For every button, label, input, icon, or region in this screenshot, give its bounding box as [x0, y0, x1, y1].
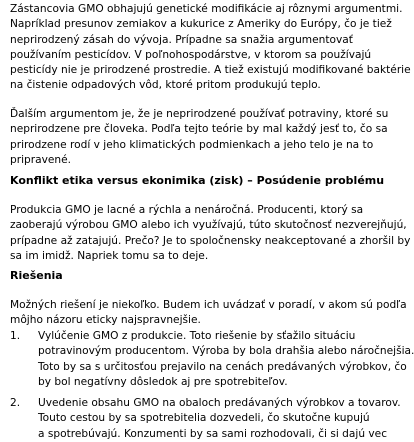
text-line: používaním pesticídov. V poľnohospodárstve, v ktorom sa používajú — [10, 48, 372, 61]
paragraph-gmo-arguments — [10, 2, 411, 94]
text-line: potravinovým producentom. Výroba by bola drahšia alebo náročnejšia. — [38, 345, 414, 358]
text-line: Možných riešení je niekoľko. Budem ich uvádzať v poradí, v akom sú podľa — [10, 299, 407, 311]
list-number: 1. — [10, 330, 21, 342]
text-line: sa im imidž. Napriek tomu sa to deje. — [10, 249, 209, 262]
list-item — [10, 329, 414, 390]
section-heading-conflict: Konflikt etika versus ekonimika (zisk) – Posúdenie problému — [10, 174, 385, 187]
text-line: prirodzene rodí v jeho klimatických podmienkach a jeho telo je na to — [10, 138, 374, 151]
text-line: prípadne až zatajujú. Prečo? Je to spoločnensky neakceptované a zhoršil by — [10, 234, 411, 247]
text-line: a spotrebúvajú. Konzumenti by sa sami rozhodovali, či si dajú vec — [38, 427, 388, 440]
text-line: pripravené. — [10, 153, 71, 166]
text-line: Produkcia GMO je lacné a rýchla a nenáročná. Producenti, ktorý sa — [10, 204, 364, 216]
text-line: Zástancovia GMO obhajujú genetické modifikácie aj rôznymi argumentmi. — [10, 3, 403, 15]
text-line: pesticídy nie je prirodzené prostredie. A tiež existujú modifikované baktérie — [10, 64, 411, 77]
text-line: Touto cestou by sa spotrebitelia dozvedeli, čo skutočne kupujú — [38, 412, 370, 425]
paragraph-solutions-intro — [10, 298, 407, 329]
section-heading-solutions: Riešenia — [10, 269, 63, 282]
text-line: by bol negatívny dôsledok aj pre spotrebiteľov. — [38, 375, 288, 388]
list-number: 2. — [10, 397, 21, 410]
solutions-list — [10, 329, 414, 442]
paragraph-gmo-production — [10, 203, 411, 264]
text-line: neprirodzene pre človeka. Podľa tejto teórie by mal každý jesť to, čo sa — [10, 123, 388, 136]
text-line: Vylúčenie GMO z produkcie. Toto riešenie by sťažilo situáciu — [38, 330, 356, 342]
list-item — [10, 396, 401, 442]
text-line: zaoberajú výrobou GMO alebo ich využívajú, túto skutočnosť nezverejňujú, — [10, 219, 407, 232]
text-line: Ďalším argumentom je, že je neprirodzené používať potraviny, ktoré su — [10, 108, 389, 120]
text-line: Toto by sa s určitosťou prejavilo na cenách predávaných výrobkov, čo — [38, 360, 407, 373]
text-line: neprirodzený zásah do vývoja. Prípadne sa snažia argumentovať — [10, 33, 353, 46]
text-line: Uvedenie obsahu GMO na obaloch predávaných výrobkov a tovarov. — [38, 397, 401, 410]
paragraph-natural-argument — [10, 107, 392, 168]
text-line: môjho názoru eticky najspravnejšie. — [10, 314, 201, 327]
text-line: na čistenie odpadových vôd, ktoré pritom produkujú teplo. — [10, 79, 321, 92]
text-line: Napríklad presunov zemiakov a kukurice z Ameriky do Európy, čo je tiež — [10, 18, 392, 31]
